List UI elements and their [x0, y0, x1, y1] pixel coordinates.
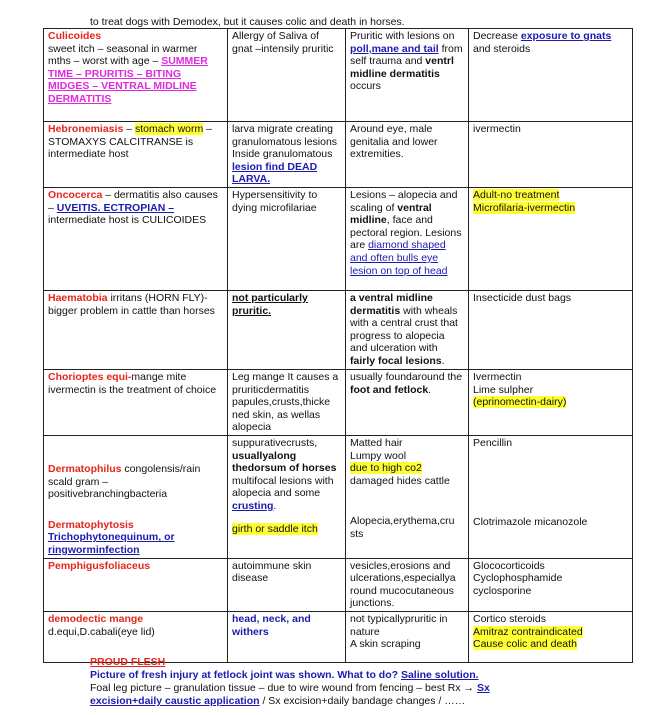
disease-name: Pemphigusfoliaceus — [48, 559, 151, 572]
cell-disease: Oncocerca – dermatitis also causes – UVEITIS. ECTROPIAN – intermediate host is CULICOIDES — [44, 188, 228, 291]
table-row — [44, 29, 633, 122]
disease-name: Hebronemiasis — [48, 123, 124, 135]
continued-text-line: to treat dogs with Demodex, but it causes colic and death in horses. — [90, 16, 405, 28]
disease-name: Dermatophilus — [48, 462, 122, 475]
cell-lesions: Pruritic with lesions on poll,mane and tail from self trauma and ventrl midline dermatitis occurs — [346, 29, 469, 122]
disease-name: Dermatophytosis — [48, 518, 134, 531]
cell-treatment: Adult-no treatment Microfilaria-ivermectin — [469, 188, 633, 291]
cell-disease: Dermatophilus congolensis/rain scald gram – positivebranchingbacteria Dermatophytosis Trichophytonequinum, or ringworminfection — [44, 435, 228, 558]
table-row — [44, 611, 633, 662]
table-row — [44, 435, 633, 558]
section-heading: PROUD FLESH — [90, 656, 166, 668]
cell-lesions: not typicallypruritic in nature A skin scraping — [346, 611, 469, 662]
cell-treatment: Glococorticoids Cyclophosphamide cyclosporine — [469, 558, 633, 611]
cell-cause: autoimmune skin disease — [228, 558, 346, 611]
cell-lesions: vesicles,erosions and ulcerations,especiallya round mucocutaneous junctions. — [346, 558, 469, 611]
cell-disease: Culicoides sweet itch – seasonal in warmer mths – worst with age – SUMMER TIME – PRURITIS – BITING MIDGES – VENTRAL MIDLINE DERMATITIS — [44, 29, 228, 122]
table-row — [44, 188, 633, 291]
cell-treatment: Ivermectin Lime sulpher (eprinomectin-dairy) — [469, 370, 633, 436]
disease-name: Chorioptes equi- — [48, 371, 132, 383]
proud-flesh-section: PROUD FLESH Picture of fresh injury at fetlock joint was shown. What to do? Saline solution. Foal leg picture – granulation tissue – due to wire wound from fencing – best Rx → Sx excision+daily caustic application / Sx excision+daily bandage changes / …… — [90, 656, 630, 708]
cell-disease — [44, 558, 228, 611]
cell-cause: head, neck, and withers — [228, 611, 346, 662]
cell-cause: suppurativecrusts, usuallyalong thedorsum of horses multifocal lesions with alopecia and some crusting. girth or saddle itch — [228, 435, 346, 558]
table-row — [44, 370, 633, 436]
disease-name: Haematobia — [48, 292, 108, 304]
cell-cause: Hypersensitivity to dying microfilariae — [228, 188, 346, 291]
skin-disease-table — [43, 28, 633, 663]
cell-lesions: usually foundaround the foot and fetlock. — [346, 370, 469, 436]
cell-cause: larva migrate creating granulomatous lesions Inside granulomatous lesion find DEAD LARVA. — [228, 122, 346, 188]
cell-disease: Haematobia irritans (HORN FLY)- bigger problem in cattle than horses — [44, 291, 228, 370]
cell-disease: Hebronemiasis – stomach worm – STOMAXYS CALCITRANSE is intermediate host — [44, 122, 228, 188]
cell-disease: demodectic mange d.equi,D.cabali(eye lid) — [44, 611, 228, 662]
disease-name: Culicoides — [48, 30, 102, 42]
cell-treatment: Cortico steroids Amitraz contraindicated Cause colic and death — [469, 611, 633, 662]
cell-lesions: Lesions – alopecia and scaling of ventral midline, face and pectoral region. Lesions are diamond shaped and often bulls eye lesion on top of head — [346, 188, 469, 291]
cell-lesions: a ventral midline dermatitis with wheals with a central crust that progress to alopecia and ulceration with fairly focal lesions. — [346, 291, 469, 370]
cell-cause: Leg mange It causes a pruriticdermatitis papules,crusts,thicke ned skin, as wellas alopecia — [228, 370, 346, 436]
disease-name: demodectic mange — [48, 612, 144, 625]
disease-name: Oncocerca — [48, 189, 103, 201]
cell-disease: Chorioptes equi-mange mite ivermectin is the treatment of choice — [44, 370, 228, 436]
cell-treatment: Insecticide dust bags — [469, 291, 633, 370]
table-row — [44, 122, 633, 188]
cell-lesions: Matted hair Lumpy wool due to high co2 damaged hides cattle Alopecia,erythema,cru sts — [346, 435, 469, 558]
table-row — [44, 558, 633, 611]
cell-treatment: ivermectin — [469, 122, 633, 188]
cell-treatment: Decrease exposure to gnats and steroids — [469, 29, 633, 122]
table-row — [44, 291, 633, 370]
cell-cause: not particularly pruritic. — [228, 291, 346, 370]
cell-cause: Allergy of Saliva of gnat –intensily pruritic — [228, 29, 346, 122]
cell-treatment: Pencillin Clotrimazole micanozole — [469, 435, 633, 558]
cell-lesions: Around eye, male genitalia and lower extremities. — [346, 122, 469, 188]
